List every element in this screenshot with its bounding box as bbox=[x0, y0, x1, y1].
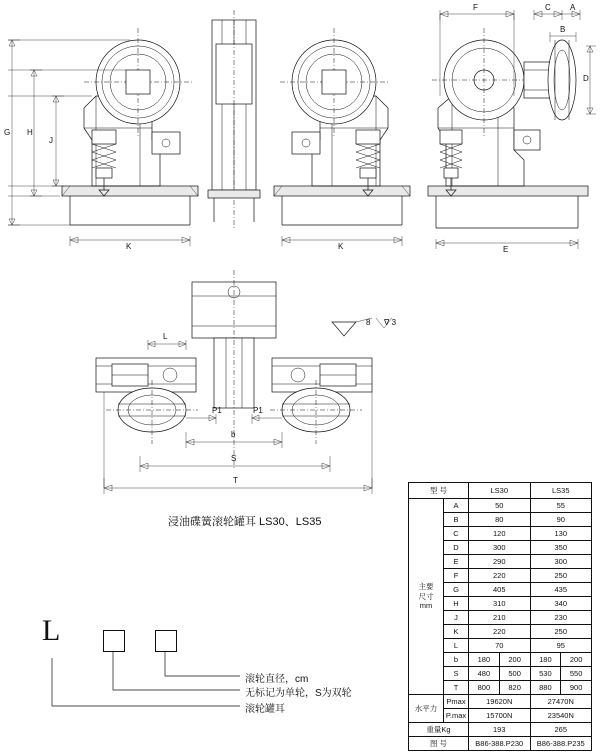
row-name: A bbox=[444, 499, 469, 513]
row-name: K bbox=[444, 625, 469, 639]
legend-box-2 bbox=[155, 630, 177, 652]
row-val: 480 bbox=[469, 667, 500, 681]
row-ls30: 290 bbox=[469, 555, 531, 569]
row-name: J bbox=[444, 611, 469, 625]
legend-box-1 bbox=[103, 630, 125, 652]
drawing-ls35: B86-388.P235 bbox=[530, 737, 592, 751]
row-name: D bbox=[444, 541, 469, 555]
row-val: 820 bbox=[499, 681, 530, 695]
row-name: C bbox=[444, 527, 469, 541]
row-ls30: 220 bbox=[469, 569, 531, 583]
row-ls35: 300 bbox=[530, 555, 592, 569]
row-ls30: 210 bbox=[469, 611, 531, 625]
row-ls35: 90 bbox=[530, 513, 592, 527]
side-view bbox=[428, 10, 596, 249]
spec-table bbox=[408, 482, 592, 751]
header-ls35: LS35 bbox=[530, 483, 592, 499]
group-label: 主要 尺寸 mm bbox=[409, 499, 444, 695]
dim-label-B: B bbox=[560, 25, 566, 34]
row-name: P.max bbox=[444, 709, 469, 723]
drawing-ls30: B86-388.P230 bbox=[469, 737, 531, 751]
row-name: H bbox=[444, 597, 469, 611]
table-header-row bbox=[409, 483, 592, 499]
row-ls30: 70 bbox=[469, 639, 531, 653]
dim-label-A: A bbox=[570, 3, 576, 12]
row-ls30: 15700N bbox=[469, 709, 531, 723]
row-ls30: 300 bbox=[469, 541, 531, 555]
row-val: 550 bbox=[561, 667, 592, 681]
surface-finish-label: ∇ 3 bbox=[384, 318, 397, 327]
dim-label-L: L bbox=[163, 332, 168, 341]
header-ls30: LS30 bbox=[469, 483, 531, 499]
weight-ls35: 265 bbox=[530, 723, 592, 737]
table-row bbox=[409, 695, 592, 709]
row-name: b bbox=[444, 653, 469, 667]
row-ls35: 27470N bbox=[530, 695, 592, 709]
row-ls35: 250 bbox=[530, 625, 592, 639]
row-val: 180 bbox=[469, 653, 500, 667]
dim-label-E: E bbox=[503, 245, 509, 254]
row-ls30: 310 bbox=[469, 597, 531, 611]
legend-item-2: 无标记为单轮，S为双轮 bbox=[245, 688, 352, 699]
row-ls30: 220 bbox=[469, 625, 531, 639]
row-val: 200 bbox=[499, 653, 530, 667]
row-ls35: 23540N bbox=[530, 709, 592, 723]
row-name: L bbox=[444, 639, 469, 653]
dim-label-K-left: K bbox=[126, 242, 132, 251]
top-view bbox=[96, 270, 392, 494]
dim-label-S: S bbox=[231, 454, 237, 463]
row-name: E bbox=[444, 555, 469, 569]
model-letter: L bbox=[42, 614, 61, 647]
row-val: 880 bbox=[530, 681, 561, 695]
dim-label-F: F bbox=[473, 3, 478, 12]
header-model: 型 号 bbox=[409, 483, 469, 499]
row-ls35: 95 bbox=[530, 639, 592, 653]
row-name: G bbox=[444, 583, 469, 597]
table-row bbox=[409, 499, 592, 513]
row-val: 900 bbox=[561, 681, 592, 695]
row-ls30: 19620N bbox=[469, 695, 531, 709]
row-ls35: 230 bbox=[530, 611, 592, 625]
row-val: 180 bbox=[530, 653, 561, 667]
row-val: 800 bbox=[469, 681, 500, 695]
row-ls35: 340 bbox=[530, 597, 592, 611]
legend-item-3: 滚轮罐耳 bbox=[245, 704, 285, 715]
row-ls30: 120 bbox=[469, 527, 531, 541]
dim-label-J: J bbox=[49, 136, 53, 145]
figure-caption: 浸油碟簧滚轮罐耳 LS30、LS35 bbox=[168, 516, 322, 528]
dim-label-C: C bbox=[545, 3, 551, 12]
weight-label: 重量Kg bbox=[409, 723, 469, 737]
row-ls30: 80 bbox=[469, 513, 531, 527]
row-ls30: 405 bbox=[469, 583, 531, 597]
surface-mark-8: 8 bbox=[366, 318, 371, 327]
row-ls35: 250 bbox=[530, 569, 592, 583]
dim-label-D: D bbox=[583, 74, 589, 83]
legend-item-1: 滚轮直径，cm bbox=[245, 674, 309, 685]
row-name: B bbox=[444, 513, 469, 527]
row-ls35: 55 bbox=[530, 499, 592, 513]
dim-label-K-right: K bbox=[338, 242, 344, 251]
table-row bbox=[409, 723, 592, 737]
row-ls35: 350 bbox=[530, 541, 592, 555]
dim-label-T: T bbox=[233, 476, 238, 485]
front-view bbox=[8, 10, 410, 246]
row-ls35: 435 bbox=[530, 583, 592, 597]
force-label: 水平力 bbox=[409, 695, 444, 723]
dim-label-G: G bbox=[4, 128, 11, 137]
row-val: 500 bbox=[499, 667, 530, 681]
row-val: 200 bbox=[561, 653, 592, 667]
row-name: T bbox=[444, 681, 469, 695]
drawing-label: 图 号 bbox=[409, 737, 469, 751]
dim-label-P1-right: P1 bbox=[253, 406, 263, 415]
dim-label-b: b bbox=[231, 430, 236, 439]
row-name: Pmax bbox=[444, 695, 469, 709]
weight-ls30: 193 bbox=[469, 723, 531, 737]
dim-label-P1-left: P1 bbox=[212, 406, 222, 415]
row-ls30: 50 bbox=[469, 499, 531, 513]
table-row bbox=[409, 737, 592, 751]
row-val: 530 bbox=[530, 667, 561, 681]
row-name: S bbox=[444, 667, 469, 681]
dim-label-H: H bbox=[27, 128, 33, 137]
row-name: F bbox=[444, 569, 469, 583]
row-ls35: 130 bbox=[530, 527, 592, 541]
legend-tree bbox=[52, 652, 240, 706]
